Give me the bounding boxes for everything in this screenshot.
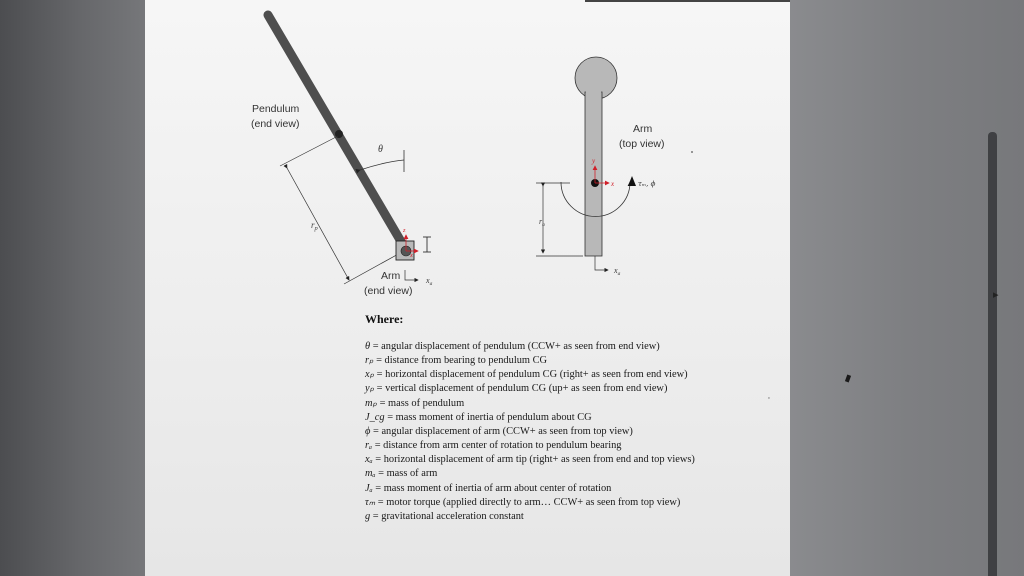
pendulum-label-line1: Pendulum <box>252 103 300 115</box>
document-page <box>145 0 790 576</box>
arm-top-view-bar-joint <box>586 90 601 96</box>
definitions-list <box>365 340 695 524</box>
definition-item: rₚ = distance from bearing to pendulum CG <box>365 355 548 367</box>
definition-item: Jₐ = mass moment of inertia of arm about center of rotation <box>365 482 612 494</box>
xa-arrow-end-view <box>405 270 418 280</box>
pendulum-diagram <box>145 0 790 310</box>
rp-dimension-line <box>287 168 349 280</box>
arm-top-label-line2: (top view) <box>619 138 665 150</box>
theta-symbol: θ <box>378 144 383 155</box>
definition-item: xₚ = horizontal displacement of pendulum CG (right+ as seen from end view) <box>365 369 688 381</box>
stray-dot-diagram <box>691 151 693 153</box>
definition-item: g = gravitational acceleration constant <box>365 510 524 522</box>
x-axis-label-end-view: x <box>410 252 413 259</box>
scrollbar[interactable] <box>988 132 997 576</box>
xa-label-end-view: $x_a$ <box>426 276 433 287</box>
definition-item: τₘ = motor torque (applied directly to arm… CCW+ as seen from top view) <box>365 496 681 508</box>
definition-item: rₐ = distance from arm center of rotation to pendulum bearing <box>365 440 622 452</box>
monitor-left-bezel <box>0 0 145 576</box>
where-heading: Where: <box>365 312 404 326</box>
y-axis-label: y <box>592 157 596 165</box>
definition-item: θ = angular displacement of pendulum (CCW+ as seen from end view) <box>365 341 660 352</box>
xa-arrow-top-view <box>595 256 608 270</box>
ra-label: $r_a$ <box>539 217 545 228</box>
rp-label: $r_p$ <box>311 220 318 232</box>
theta-arc <box>360 160 404 170</box>
arm-top-view-bar <box>585 92 602 256</box>
definition-item: xₐ = horizontal displacement of arm tip (right+ as seen from end and top views) <box>365 454 695 466</box>
definition-item: yₚ = vertical displacement of pendulum CG (up+ as seen from end view) <box>365 383 668 395</box>
rp-extension-top <box>280 136 338 166</box>
arm-end-label-line2: (end view) <box>364 285 413 297</box>
stray-mark-page: ' <box>768 396 770 404</box>
definition-item: J_cg = mass moment of inertia of pendulum about CG <box>365 411 592 423</box>
tau-phi-label: τₘ, ϕ <box>638 180 656 188</box>
definition-item: mₚ = mass of pendulum <box>365 397 465 409</box>
pendulum-label-line2: (end view) <box>251 118 300 130</box>
torque-arrowhead <box>628 176 636 186</box>
xa-label-top-view: $x_a$ <box>614 266 621 277</box>
arm-top-label-line1: Arm <box>633 123 653 135</box>
definition-item: mₐ = mass of arm <box>365 468 438 480</box>
x-axis-label-top-view: x <box>611 180 615 188</box>
scroll-arrow-icon[interactable]: ▸ <box>993 288 999 301</box>
z-axis-label: z <box>403 227 406 234</box>
arm-end-label-line1: Arm <box>381 270 401 282</box>
definition-item: ϕ = angular displacement of arm (CCW+ as seen from top view) <box>365 425 633 437</box>
